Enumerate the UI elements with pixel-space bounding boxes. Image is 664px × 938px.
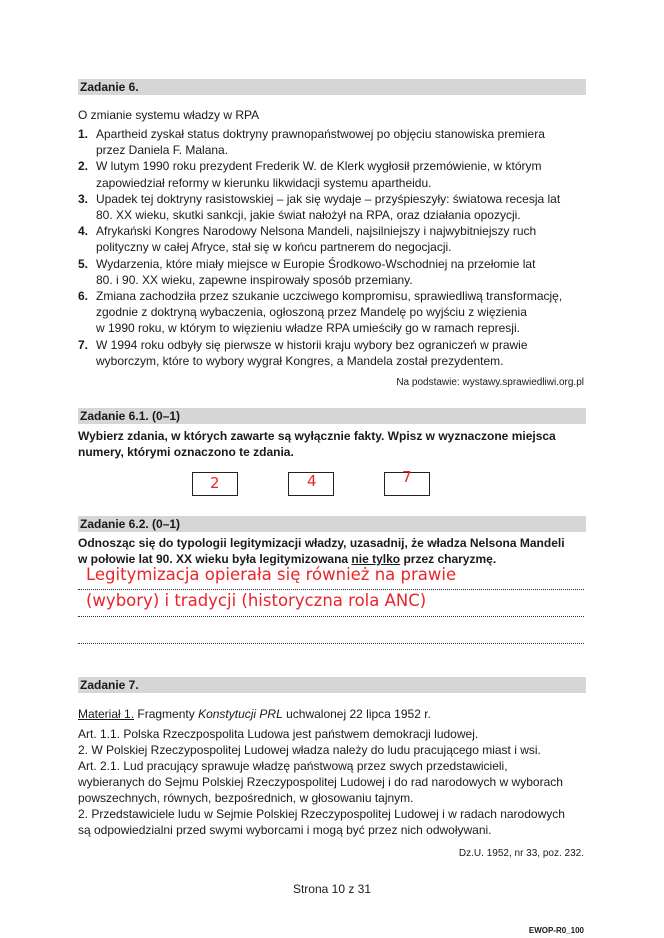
statement-item xyxy=(78,191,588,223)
material-title-text-b: uchwalonej 22 lipca 1952 r. xyxy=(282,707,431,721)
task-7-header: Zadanie 7. xyxy=(78,677,586,693)
material-title-text-a: Fragmenty xyxy=(134,707,199,721)
statement-number: 6. xyxy=(78,289,89,304)
task-6-source: Na podstawie: wystawy.sprawiedliwi.org.pl xyxy=(396,377,584,388)
statement-text: Wydarzenia, które miały miejsce w Europie Środkowo-Wschodniej na przełomie lat 80. i 90. XX wieku, zapewne inspirowały sposób przemiany. xyxy=(96,256,536,287)
task-6-1-header: Zadanie 6.1. (0–1) xyxy=(78,408,586,424)
material-title-italic: Konstytucji PRL xyxy=(198,707,283,721)
statement-text: Afrykański Kongres Narodowy Nelsona Mandeli, najsilniejszy i najwybitniejszy ruch polityczny w całej Afryce, stał się w końcu partnerem do negocjacji. xyxy=(96,224,537,255)
task-6-1-instruction-line-2: numery, którymi oznaczono te zdania. xyxy=(78,445,294,459)
task-7-source: Dz.U. 1952, nr 33, poz. 232. xyxy=(458,848,584,859)
constitution-line-1: Art. 1.1. Polska Rzeczpospolita Ludowa jest państwem demokracji ludowej. xyxy=(78,727,479,741)
statement-item xyxy=(78,223,588,255)
statement-item xyxy=(78,256,588,288)
constitution-line-4: wybieranych do Sejmu Polskiej Rzeczypospolitej Ludowej i do rad narodowych w wyborach xyxy=(78,775,563,789)
answer-line-3[interactable] xyxy=(78,642,584,644)
statement-number: 1. xyxy=(78,127,89,141)
handwritten-answer-line-1: Legitymizacja opierała się również na prawie xyxy=(86,565,457,584)
statement-text: W 1994 roku odbyły się pierwsze w historii kraju wybory bez ograniczeń w prawie wyborczym, które to wybory wygrał Kongres, a Mandela został prezydentem. xyxy=(96,337,528,368)
task-6-header: Zadanie 6. xyxy=(78,79,586,95)
task-6-title: O zmianie systemu władzy w RPA xyxy=(78,108,260,122)
constitution-line-3: Art. 2.1. Lud pracujący sprawuje władzę państwową przez swych przedstawicieli, xyxy=(78,759,508,773)
statement-number: 5. xyxy=(78,256,89,271)
constitution-line-6: 2. Przedstawiciele ludu w Sejmie Polskiej Rzeczypospolitej Ludowej i w radach narodowych xyxy=(78,807,565,821)
statement-item xyxy=(78,288,588,337)
statement-number: 7. xyxy=(78,337,89,352)
exam-code: EWOP-R0_100 xyxy=(528,926,584,935)
question-underlined-text: nie tylko xyxy=(351,552,401,566)
statement-item xyxy=(78,126,588,158)
task-6-1-instruction-line-1: Wybierz zdania, w których zawarte są wyłącznie fakty. Wpisz w wyznaczone miejsca xyxy=(78,429,556,443)
constitution-line-7: są odpowiedzialni przed swymi wyborcami i mogą być przez nich odwoływani. xyxy=(78,823,492,837)
statement-number: 4. xyxy=(78,224,89,239)
question-text-a: w połowie lat 90. XX wieku była legitymizowana xyxy=(78,552,352,566)
statement-text: W lutym 1990 roku prezydent Frederik W. de Klerk wygłosił przemówienie, w którym zapowiedział reformy w kierunku likwidacji systemu apartheidu. xyxy=(96,159,542,190)
task-6-statement-list xyxy=(78,126,588,369)
task-6-2-header: Zadanie 6.2. (0–1) xyxy=(78,516,586,532)
task-6-2-question-line-1: Odnosząc się do typologii legitymizacji władzy, uzasadnij, że władza Nelsona Mandeli xyxy=(78,536,565,550)
statement-number: 3. xyxy=(78,191,89,206)
material-label: Materiał 1. xyxy=(78,707,135,721)
statement-text: Upadek tej doktryny rasistowskiej – jak się wydaje – przyśpieszyły: światowa recesja lat 80. XX wieku, skutki sankcji, jakie świat nałożył na RPA, oraz działania opozycji. xyxy=(96,191,561,223)
statement-item xyxy=(78,337,588,369)
answer-line-2[interactable] xyxy=(78,615,584,617)
constitution-line-5: powszechnych, równych, bezpośrednich, w głosowaniu tajnym. xyxy=(78,791,414,805)
constitution-line-2: 2. W Polskiej Rzeczypospolitej Ludowej władza należy do ludu pracującego miast i wsi. xyxy=(78,743,541,757)
statement-text: Zmiana zachodziła przez szukanie uczciwego kompromisu, sprawiedliwą transformację, zgodnie z doktryną wybaczenia, ogłoszoną przez Mandelę po wyjściu z więzienia w 1990 roku, w którym to więzieniu władze RPA umieściły go w ramach represji. xyxy=(96,289,563,336)
statement-text: Apartheid zyskał status doktryny prawnopaństwowej po objęciu stanowiska premiera przez Daniela F. Malana. xyxy=(96,127,545,158)
answer-box-2-value: 4 xyxy=(307,472,317,490)
material-1-title xyxy=(78,706,431,722)
answer-line-1[interactable] xyxy=(78,588,584,590)
statement-item xyxy=(78,158,588,190)
question-text-b: przez charyzmę. xyxy=(400,552,497,566)
page-number: Strona 10 z 31 xyxy=(292,882,372,896)
answer-box-1-value: 2 xyxy=(210,474,220,492)
handwritten-answer-line-2: (wybory) i tradycji (historyczna rola ANC) xyxy=(86,591,427,610)
statement-number: 2. xyxy=(78,159,89,174)
answer-box-3-value: 7 xyxy=(402,468,412,486)
